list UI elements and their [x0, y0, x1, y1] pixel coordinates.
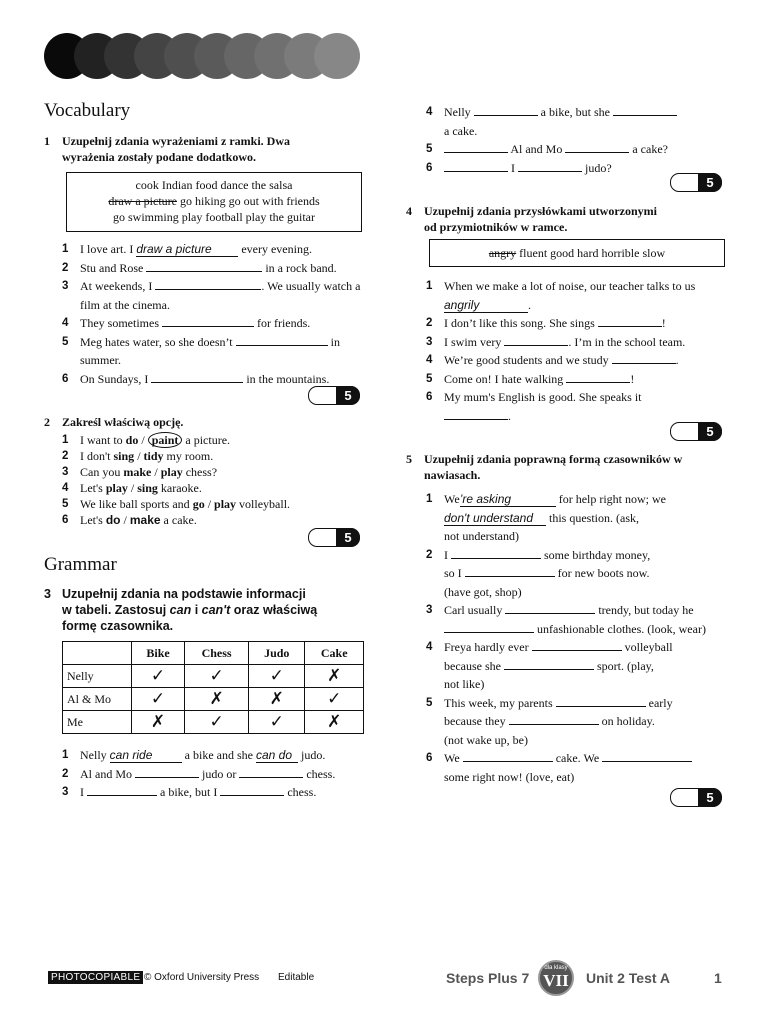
- list-item: 1 I want to do / paint a picture.: [62, 433, 231, 447]
- list-item: 5 Meg hates water, so she doesn’t in: [62, 334, 340, 349]
- list-item: 6 We cake. We: [426, 749, 736, 768]
- list-item: 6 On Sundays, I in the mountains.: [62, 371, 330, 386]
- page-footer: [44, 965, 724, 990]
- list-item: 1 Nelly can ride a bike and she can do judo.: [62, 748, 326, 762]
- exercise-1-items: [62, 240, 362, 388]
- list-item: 6 Let's do / make a cake.: [62, 513, 197, 527]
- list-item: film at the cinema.: [80, 297, 170, 312]
- score-badge-ex4: 5: [670, 422, 722, 441]
- list-item: 1 We’re asking for help right now; we: [426, 492, 667, 506]
- score-badge-ex5: 5: [670, 788, 722, 807]
- list-item: 4 Freya hardly ever volleyball: [426, 640, 673, 654]
- list-item: 2 I don’t like this song. She sings !: [426, 316, 666, 330]
- score-badge-ex3: 5: [670, 173, 722, 192]
- exercise-4-items: [426, 277, 726, 425]
- list-item: 2 I some birthday money,: [426, 547, 651, 562]
- list-item: 6 I judo?: [426, 160, 612, 175]
- section-title-vocabulary: Vocabulary: [44, 100, 131, 121]
- copyright-text: © Oxford University Press: [144, 972, 260, 983]
- exercise-1-title: 1 Uzupełnij zdania wyrażeniami z ramki. Dwa wyrażenia zostały podane dodatkowo.: [44, 134, 290, 164]
- list-item: angrily .: [444, 297, 531, 312]
- exercise-2-title: 2 Zakreśl właściwą opcję.: [44, 415, 184, 429]
- list-item: don't understand this question. (ask,: [444, 510, 639, 525]
- list-item: 4 They sometimes for friends.: [62, 316, 311, 330]
- word-box: cook Indian food dance the salsa draw a picture go hiking go out with friends go swimming play football play the guitar: [66, 172, 362, 232]
- adjective-box: angry fluent good hard horrible slow: [429, 239, 725, 267]
- section-title-grammar: Grammar: [44, 554, 117, 575]
- list-item: (have got, shop): [444, 584, 522, 599]
- exercise-3-items-continued: [426, 103, 726, 177]
- editable-label: Editable: [278, 972, 315, 983]
- table-row: Me ✗ ✓ ✓ ✗: [63, 711, 364, 734]
- list-item: not understand): [444, 529, 519, 543]
- exercise-3-title: 3 Uzupełnij zdania na podstawie informacji w tabeli. Zastosuj can i can't oraz właściwą formę czasownika.: [44, 587, 318, 633]
- list-item: not like): [444, 677, 485, 691]
- list-item: .: [426, 407, 726, 426]
- list-item: summer.: [80, 353, 121, 367]
- list-item: 2 I don't sing / tidy my room.: [62, 449, 214, 463]
- header-circles: [44, 33, 364, 79]
- list-item: because she sport. (play,: [444, 658, 654, 673]
- list-item: unfashionable clothes. (look, wear): [426, 620, 736, 639]
- exercise-2-items: [62, 432, 362, 528]
- exercise-4-title: 4 Uzupełnij zdania przysłówkami utworzonymi od przymiotników w ramce.: [406, 204, 658, 234]
- list-item: 3 At weekends, I . We usually watch a: [62, 279, 361, 293]
- series-title: Steps Plus 7: [446, 970, 530, 986]
- list-item: 4 Nelly a bike, but she: [426, 103, 726, 122]
- score-badge-ex1: 5: [308, 386, 360, 405]
- ability-table: Bike Chess Judo Cake Nelly ✓ ✓ ✓ ✗ Al & Mo ✓ ✗ ✗ ✓ Me ✗ ✓ ✓ ✗: [62, 641, 364, 734]
- list-item: (not wake up, be): [444, 732, 528, 747]
- list-item: 2 Al and Mo judo or chess.: [62, 766, 336, 781]
- list-item: 5 Come on! I hate walking !: [426, 371, 635, 386]
- list-item: 1 I love art. I draw a picture every evening.: [62, 242, 312, 256]
- exercise-5-title: 5 Uzupełnij zdania poprawną formą czasowników w nawiasach.: [406, 452, 683, 482]
- list-item: 4 Let's play / sing karaoke.: [62, 481, 202, 495]
- list-item: 1 When we make a lot of noise, our teacher talks to us: [426, 279, 696, 293]
- list-item: 6 My mum's English is good. She speaks it: [426, 390, 642, 404]
- table-row: Al & Mo ✓ ✗ ✗ ✓: [63, 688, 364, 711]
- exercise-5-items: [426, 490, 736, 786]
- list-item: 5 Al and Mo a cake?: [426, 142, 668, 156]
- list-item: some right now! (love, eat): [444, 769, 575, 784]
- score-badge-ex2: 5: [308, 528, 360, 547]
- page-number: 1: [714, 970, 722, 986]
- unit-test-title: Unit 2 Test A: [586, 970, 671, 986]
- list-item: 3 I swim very . I’m in the school team.: [426, 334, 686, 349]
- list-item: because they on holiday.: [444, 714, 655, 728]
- photocopiable-label: PHOTOCOPIABLE: [48, 971, 143, 984]
- list-item: 2 Stu and Rose in a rock band.: [62, 260, 337, 275]
- list-item: 3 Can you make / play chess?: [62, 465, 218, 479]
- list-item: 5 We like ball sports and go / play volleyball.: [62, 497, 291, 511]
- list-item: a cake.: [444, 123, 478, 138]
- circled-answer: paint: [148, 432, 183, 448]
- list-item: so I for new boots now.: [444, 566, 650, 580]
- list-item: 4 We’re good students and we study .: [426, 353, 679, 367]
- list-item: 3 I a bike, but I chess.: [62, 785, 317, 799]
- list-item: 5 This week, my parents early: [426, 695, 673, 710]
- list-item: 3 Carl usually trendy, but today he: [426, 603, 694, 617]
- exercise-3-items: [62, 746, 372, 802]
- grade-badge: dla klasy VII: [538, 960, 574, 996]
- table-row: Nelly ✓ ✓ ✓ ✗: [63, 665, 364, 688]
